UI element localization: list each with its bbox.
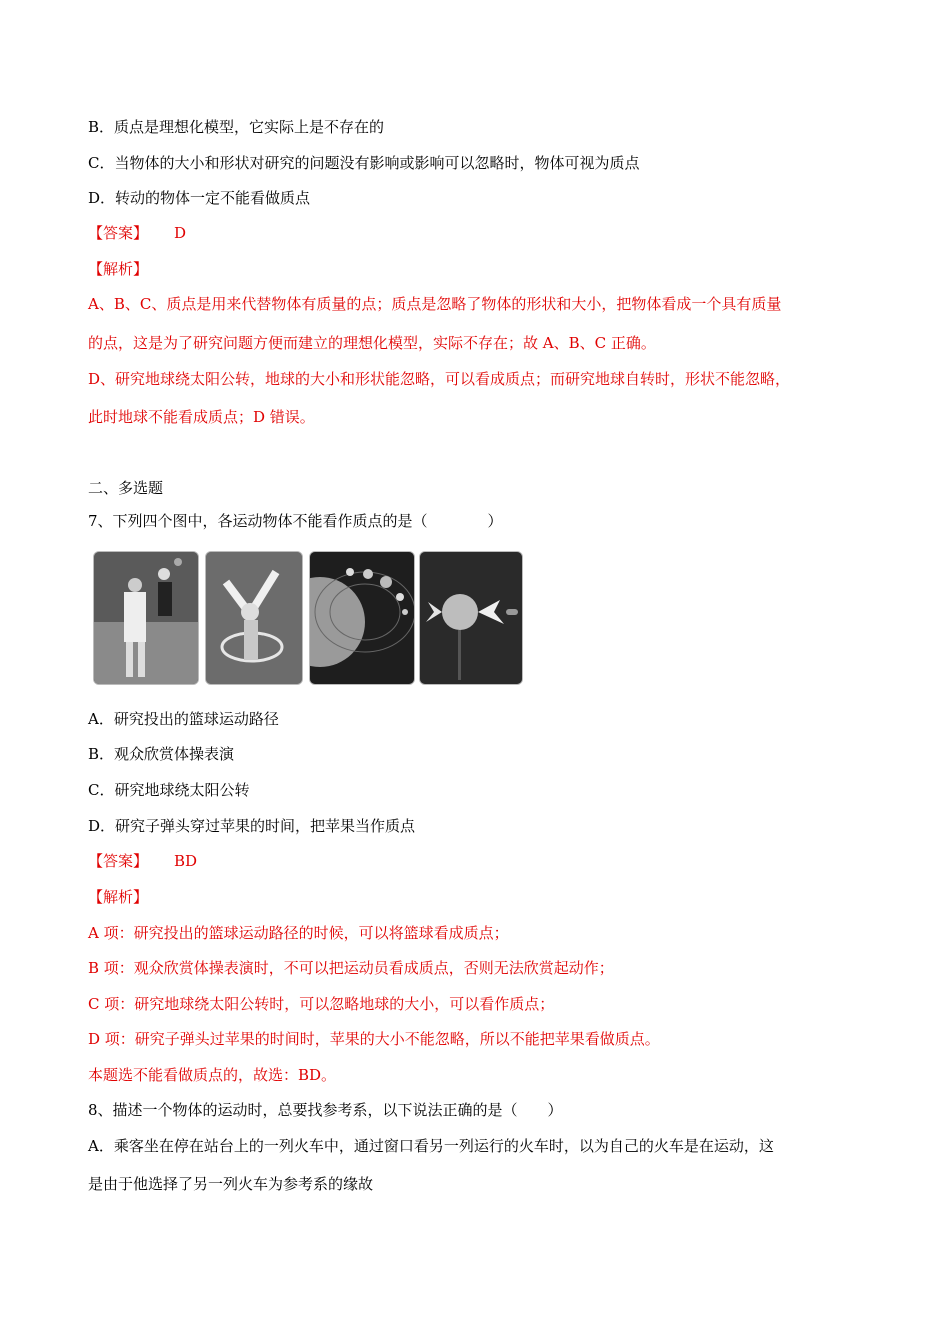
q7-option-b: B．观众欣赏体操表演 [88, 745, 235, 763]
gymnastics-photo [205, 551, 303, 685]
answer-label: 【答案】 [88, 852, 149, 870]
q6-answer [88, 222, 186, 244]
q7-analysis-label: 【解析】 [88, 888, 149, 906]
solar-system-photo [309, 551, 415, 685]
q6-analysis-label: 【解析】 [88, 260, 149, 278]
q6-option-d: D．转动的物体一定不能看做质点 [88, 189, 311, 207]
answer-label: 【答案】 [88, 224, 149, 242]
bullet-apple-photo [419, 551, 523, 685]
q7-image-row [93, 551, 523, 683]
q6-analysis-p2-line1: D、研究地球绕太阳公转，地球的大小和形状能忽略，可以看成质点；而研究地球自转时，形状不能忽略， [88, 370, 791, 388]
q7-analysis-c: C 项：研究地球绕太阳公转时，可以忽略地球的大小，可以看作质点； [88, 995, 555, 1013]
q6-option-b: B．质点是理想化模型，它实际上是不存在的 [88, 118, 385, 136]
q7-analysis-b: B 项：观众欣赏体操表演时，不可以把运动员看成质点，否则无法欣赏起动作； [88, 959, 614, 977]
q7-option-c: C．研究地球绕太阳公转 [88, 781, 250, 799]
q8-option-a-line2: 是由于他选择了另一列火车为参考系的缘故 [88, 1175, 374, 1193]
q7-stem: 7、下列四个图中，各运动物体不能看作质点的是（ ） [88, 512, 503, 530]
q6-analysis-p1-line2: 的点，这是为了研究问题方便而建立的理想化模型，实际不存在；故 A、B、C 正确。 [88, 334, 656, 352]
q7-analysis-a: A 项：研究投出的篮球运动路径的时候，可以将篮球看成质点； [88, 924, 509, 942]
answer-value: D [174, 224, 187, 242]
q6-analysis-p1-line1: A、B、C、质点是用来代替物体有质量的点；质点是忽略了物体的形状和大小，把物体看成一个具有质量 [88, 295, 782, 313]
q8-option-a-line1: A．乘客坐在停在站台上的一列火车中，通过窗口看另一列运行的火车时，以为自己的火车是在运动，这 [88, 1137, 774, 1155]
section-title: 二、多选题 [88, 479, 164, 497]
q6-analysis-p2-line2: 此时地球不能看成质点；D 错误。 [88, 408, 315, 426]
q8-stem: 8、描述一个物体的运动时，总要找参考系，以下说法正确的是（ ） [88, 1101, 563, 1119]
answer-value: BD [174, 852, 198, 870]
q7-option-a: A．研究投出的篮球运动路径 [88, 710, 279, 728]
q7-analysis-d: D 项：研究子弹头过苹果的时间时，苹果的大小不能忽略，所以不能把苹果看做质点。 [88, 1030, 660, 1048]
q7-option-d: D．研究子弹头穿过苹果的时间，把苹果当作质点 [88, 817, 416, 835]
basketball-photo [93, 551, 199, 685]
q6-option-c: C．当物体的大小和形状对研究的问题没有影响或影响可以忽略时，物体可视为质点 [88, 154, 640, 172]
q7-conclusion: 本题选不能看做质点的，故选：BD。 [88, 1066, 337, 1084]
q7-answer [88, 850, 197, 872]
